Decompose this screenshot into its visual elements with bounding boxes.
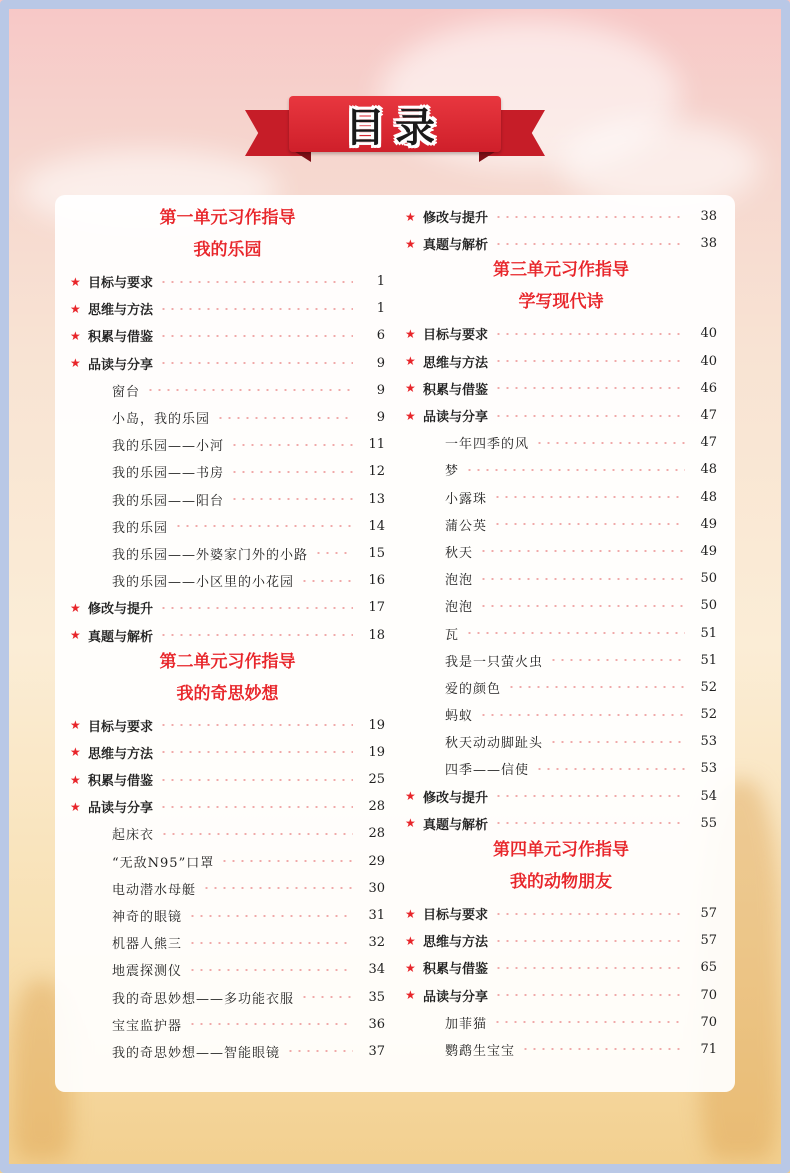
toc-page-number: 25 (368, 772, 385, 788)
toc-subentry[interactable] (70, 902, 385, 929)
toc-entry-label: 瓦 (445, 627, 460, 643)
toc-entry[interactable] (70, 594, 385, 621)
toc-entry[interactable] (70, 350, 385, 377)
toc-page-number: 18 (368, 627, 385, 643)
toc-page-number: 40 (700, 353, 717, 369)
dot-leader (493, 523, 685, 525)
dot-leader (188, 1023, 353, 1025)
toc-page-number: 28 (368, 799, 385, 815)
toc-entry-label: 秋天动动脚趾头 (445, 736, 544, 752)
toc-subentry[interactable] (405, 565, 717, 592)
star-icon: ★ (405, 933, 416, 948)
toc-page-number: 52 (700, 707, 717, 723)
toc-subentry[interactable] (70, 1011, 385, 1038)
toc-entry-label: 我是一只萤火虫 (445, 654, 544, 670)
toc-page-number: 51 (700, 625, 717, 641)
toc-entry-label: 泡泡 (445, 600, 474, 616)
toc-page-number: 38 (700, 209, 717, 225)
star-icon: ★ (405, 209, 416, 224)
dot-leader (465, 632, 685, 634)
star-icon: ★ (70, 274, 81, 289)
toc-entry[interactable] (405, 320, 717, 347)
toc-entry-label: 一年四季的风 (445, 437, 530, 453)
toc-page-number: 13 (368, 491, 385, 507)
dot-leader (494, 822, 685, 824)
toc-entry[interactable] (70, 295, 385, 322)
star-icon: ★ (405, 236, 416, 251)
toc-entry-label: 电动潜水母艇 (112, 882, 197, 898)
toc-entry-label: 我的乐园——阳台 (112, 493, 225, 509)
dot-leader (479, 605, 685, 607)
toc-entry-label: 我的乐园——小区里的小花园 (112, 575, 295, 591)
toc-page-number: 16 (368, 573, 385, 589)
toc-entry-label: 目标与要求 (88, 719, 154, 735)
toc-entry-label: 秋天 (445, 545, 474, 561)
toc-page-number: 12 (368, 464, 385, 480)
toc-entry-label: 机器人熊三 (112, 937, 183, 953)
toc-entry-label: 思维与方法 (88, 746, 154, 762)
toc-entry-label: 积累与借鉴 (88, 774, 154, 790)
toc-page-number: 50 (700, 598, 717, 614)
dot-leader (507, 686, 685, 688)
star-icon: ★ (405, 906, 416, 921)
dot-leader (479, 714, 685, 716)
toc-page-number: 48 (700, 489, 717, 505)
toc-subentry[interactable] (405, 1036, 717, 1063)
star-icon: ★ (70, 301, 81, 316)
toc-entry-label: 品读与分享 (423, 989, 489, 1005)
toc-entry[interactable] (70, 621, 385, 648)
toc-page-number: 40 (700, 326, 717, 342)
toc-page-number: 17 (368, 600, 385, 616)
toc-page-number: 65 (700, 960, 717, 976)
toc-entry-label: 小露珠 (445, 491, 488, 507)
toc-subentry[interactable] (70, 404, 385, 431)
toc-entry-label: 目标与要求 (88, 276, 154, 292)
toc-page-number: 6 (376, 328, 385, 344)
banner-ribbon (289, 96, 501, 152)
toc-entry[interactable] (70, 766, 385, 793)
toc-subentry[interactable] (405, 728, 717, 755)
toc-entry-label: 蒲公英 (445, 518, 488, 534)
toc-entry-label: 修改与提升 (88, 602, 154, 618)
toc-page-number: 55 (700, 815, 717, 831)
contents-left-column (70, 205, 385, 1065)
toc-entry-label: 四季——信使 (445, 763, 530, 779)
dot-leader (202, 887, 353, 889)
toc-page-number: 36 (368, 1016, 385, 1032)
dot-leader (300, 580, 353, 582)
toc-entry-label: 小岛，我的乐园 (112, 412, 211, 428)
star-icon: ★ (405, 326, 416, 341)
toc-subentry[interactable] (70, 431, 385, 458)
toc-page-number: 1 (376, 301, 385, 317)
dot-leader (286, 1050, 353, 1052)
toc-page-number: 53 (700, 761, 717, 777)
star-icon: ★ (70, 745, 81, 760)
toc-subentry[interactable] (405, 484, 717, 511)
toc-page-number: 11 (368, 437, 385, 453)
toc-page-number: 70 (700, 1014, 717, 1030)
dot-leader (230, 471, 353, 473)
toc-page-number: 29 (368, 853, 385, 869)
toc-page-number: 1 (376, 274, 385, 290)
dot-leader (159, 281, 353, 283)
star-icon: ★ (70, 772, 81, 787)
toc-entry-label: 真题与解析 (423, 238, 489, 254)
star-icon: ★ (70, 328, 81, 343)
toc-entry-label: 积累与借鉴 (88, 330, 154, 346)
toc-entry-label: 目标与要求 (423, 908, 489, 924)
toc-page-number: 31 (368, 908, 385, 924)
toc-entry-label: 神奇的眼镜 (112, 910, 183, 926)
dot-leader (494, 415, 685, 417)
toc-entry[interactable] (405, 900, 717, 927)
toc-entry-label: 思维与方法 (423, 935, 489, 951)
toc-page-number: 50 (700, 571, 717, 587)
unit-heading: 第三单元习作指导 (493, 260, 629, 281)
toc-page-number: 35 (368, 989, 385, 1005)
dot-leader (159, 751, 353, 753)
toc-page-number: 34 (368, 962, 385, 978)
toc-subentry[interactable] (70, 956, 385, 983)
toc-page-number: 48 (700, 462, 717, 478)
star-icon: ★ (405, 354, 416, 369)
toc-subentry[interactable] (405, 592, 717, 619)
star-icon: ★ (70, 600, 81, 615)
dot-leader (494, 360, 685, 362)
toc-page-number: 9 (376, 355, 385, 371)
toc-subentry[interactable] (70, 820, 385, 847)
toc-entry[interactable] (70, 322, 385, 349)
star-icon: ★ (70, 799, 81, 814)
dot-leader (494, 795, 685, 797)
star-icon: ★ (405, 789, 416, 804)
toc-page-number: 70 (700, 987, 717, 1003)
dot-leader (188, 942, 353, 944)
star-icon: ★ (405, 988, 416, 1003)
contents-right-column (405, 203, 717, 1063)
toc-page-number: 9 (376, 382, 385, 398)
dot-leader (188, 969, 353, 971)
dot-leader (188, 915, 353, 917)
toc-page-number: 57 (700, 906, 717, 922)
dot-leader (314, 552, 353, 554)
unit-subtitle: 我的乐园 (193, 240, 262, 260)
unit-heading: 第一单元习作指导 (159, 208, 296, 228)
toc-subentry[interactable] (405, 674, 717, 701)
toc-subentry[interactable] (405, 429, 717, 456)
toc-entry-label: 思维与方法 (88, 303, 154, 319)
unit-heading: 第四单元习作指导 (493, 839, 629, 860)
page-title: 目录 (345, 104, 445, 151)
dot-leader (174, 525, 353, 527)
toc-entry-label: 真题与解析 (88, 629, 154, 645)
dot-leader (230, 498, 353, 500)
dot-leader (549, 741, 685, 743)
toc-entry-label: 梦 (445, 464, 460, 480)
dot-leader (300, 996, 353, 998)
toc-page-number: 71 (700, 1041, 717, 1057)
toc-entry[interactable] (405, 927, 717, 954)
toc-page-number: 49 (700, 543, 717, 559)
toc-subentry[interactable] (70, 875, 385, 902)
dot-leader (535, 768, 685, 770)
toc-entry[interactable] (405, 783, 717, 810)
toc-entry-label: 我的乐园——书房 (112, 466, 225, 482)
toc-page-number: 30 (368, 880, 385, 896)
toc-entry-label: 起床衣 (112, 828, 155, 844)
unit-subtitle: 学写现代诗 (518, 292, 604, 313)
toc-entry-label: 品读与分享 (88, 801, 154, 817)
toc-entry-label: 修改与提升 (423, 790, 489, 806)
dot-leader (494, 994, 685, 996)
toc-subentry[interactable] (405, 1009, 717, 1036)
dot-leader (146, 389, 353, 391)
toc-entry-label: 爱的颜色 (445, 681, 502, 697)
toc-entry-label: 我的奇思妙想——智能眼镜 (112, 1045, 281, 1061)
toc-subentry[interactable] (70, 1038, 385, 1065)
toc-page-number: 32 (368, 935, 385, 951)
dot-leader (159, 335, 353, 337)
dot-leader (216, 417, 353, 419)
toc-page-number: 47 (700, 435, 717, 451)
dot-leader (549, 659, 685, 661)
toc-subentry[interactable] (70, 848, 385, 875)
toc-page-number: 46 (700, 380, 717, 396)
dot-leader (159, 362, 353, 364)
toc-entry[interactable] (405, 230, 717, 257)
toc-page-number: 49 (700, 516, 717, 532)
toc-page-number: 47 (700, 408, 717, 424)
toc-entry-label: 品读与分享 (88, 357, 154, 373)
toc-subentry[interactable] (70, 513, 385, 540)
toc-entry[interactable] (405, 375, 717, 402)
toc-page-number: 37 (368, 1043, 385, 1059)
toc-entry-label: 目标与要求 (423, 328, 489, 344)
dot-leader (159, 779, 353, 781)
dot-leader (159, 308, 353, 310)
toc-entry[interactable] (405, 810, 717, 837)
toc-subentry[interactable] (405, 511, 717, 538)
toc-entry-label: 窗台 (112, 384, 141, 400)
toc-page-number: 14 (368, 518, 385, 534)
dot-leader (494, 940, 685, 942)
dot-leader (494, 913, 685, 915)
toc-entry[interactable] (405, 982, 717, 1009)
dot-leader (494, 967, 685, 969)
star-icon: ★ (405, 381, 416, 396)
toc-entry[interactable] (70, 793, 385, 820)
dot-leader (521, 1048, 685, 1050)
dot-leader (535, 442, 685, 444)
toc-subentry[interactable] (70, 984, 385, 1011)
toc-entry[interactable] (70, 712, 385, 739)
toc-entry-label: 积累与借鉴 (423, 962, 489, 978)
unit-subtitle: 我的动物朋友 (510, 871, 612, 892)
toc-entry[interactable] (405, 348, 717, 375)
toc-entry-label: 品读与分享 (423, 410, 489, 426)
toc-entry-label: 我的乐园——外婆家门外的小路 (112, 547, 309, 563)
toc-entry-label: 地震探测仪 (112, 964, 183, 980)
toc-entry-label: “无敌N95”口罩 (112, 855, 215, 871)
toc-entry-label: 泡泡 (445, 573, 474, 589)
star-icon: ★ (405, 408, 416, 423)
toc-entry-label: 思维与方法 (423, 355, 489, 371)
toc-page-number: 19 (368, 717, 385, 733)
toc-page-number: 54 (700, 788, 717, 804)
star-icon: ★ (405, 960, 416, 975)
title-banner (245, 88, 545, 168)
toc-subentry[interactable] (70, 929, 385, 956)
toc-page-number: 52 (700, 679, 717, 695)
toc-page-number: 38 (700, 236, 717, 252)
toc-subentry[interactable] (405, 755, 717, 782)
star-icon: ★ (405, 816, 416, 831)
dot-leader (479, 550, 685, 552)
toc-entry-label: 我的乐园 (112, 520, 169, 536)
toc-subentry[interactable] (70, 540, 385, 567)
toc-subentry[interactable] (70, 567, 385, 594)
dot-leader (220, 860, 353, 862)
unit-heading: 第二单元习作指导 (159, 651, 296, 672)
star-icon: ★ (70, 718, 81, 733)
star-icon: ★ (70, 628, 81, 643)
dot-leader (465, 469, 685, 471)
toc-subentry[interactable] (405, 619, 717, 646)
dot-leader (493, 496, 685, 498)
dot-leader (159, 724, 353, 726)
toc-entry-label: 真题与解析 (423, 817, 489, 833)
toc-entry-label: 蚂蚁 (445, 709, 474, 725)
dot-leader (493, 1021, 685, 1023)
toc-subentry[interactable] (70, 377, 385, 404)
toc-page-number: 57 (700, 933, 717, 949)
toc-entry-label: 我的奇思妙想——多功能衣服 (112, 991, 295, 1007)
toc-page-number: 28 (368, 826, 385, 842)
toc-subentry[interactable] (405, 538, 717, 565)
toc-subentry[interactable] (405, 701, 717, 728)
toc-entry[interactable] (70, 268, 385, 295)
toc-entry-label: 修改与提升 (423, 211, 489, 227)
toc-subentry[interactable] (405, 456, 717, 483)
star-icon: ★ (70, 356, 81, 371)
dot-leader (159, 634, 353, 636)
dot-leader (494, 216, 685, 218)
toc-entry[interactable] (405, 954, 717, 981)
dot-leader (230, 444, 353, 446)
contents-card (55, 195, 735, 1092)
toc-entry[interactable] (405, 402, 717, 429)
dot-leader (494, 333, 685, 335)
toc-entry-label: 宝宝监护器 (112, 1018, 183, 1034)
toc-entry-label: 加菲猫 (445, 1016, 488, 1032)
toc-subentry[interactable] (70, 486, 385, 513)
toc-page-number: 9 (376, 410, 385, 426)
toc-page-number: 15 (368, 545, 385, 561)
unit-subtitle: 我的奇思妙想 (176, 683, 279, 704)
dot-leader (479, 578, 685, 580)
toc-entry[interactable] (70, 739, 385, 766)
dot-leader (494, 387, 685, 389)
toc-entry-label: 积累与借鉴 (423, 382, 489, 398)
dot-leader (159, 806, 353, 808)
toc-subentry[interactable] (405, 647, 717, 674)
toc-entry[interactable] (405, 203, 717, 230)
dot-leader (160, 833, 353, 835)
toc-page-number: 19 (368, 744, 385, 760)
dot-leader (494, 243, 685, 245)
dot-leader (159, 607, 353, 609)
toc-page-number: 53 (700, 734, 717, 750)
toc-page-number: 51 (700, 652, 717, 668)
toc-entry-label: 我的乐园——小河 (112, 439, 225, 455)
toc-subentry[interactable] (70, 458, 385, 485)
toc-entry-label: 鹦鹉生宝宝 (445, 1043, 516, 1059)
